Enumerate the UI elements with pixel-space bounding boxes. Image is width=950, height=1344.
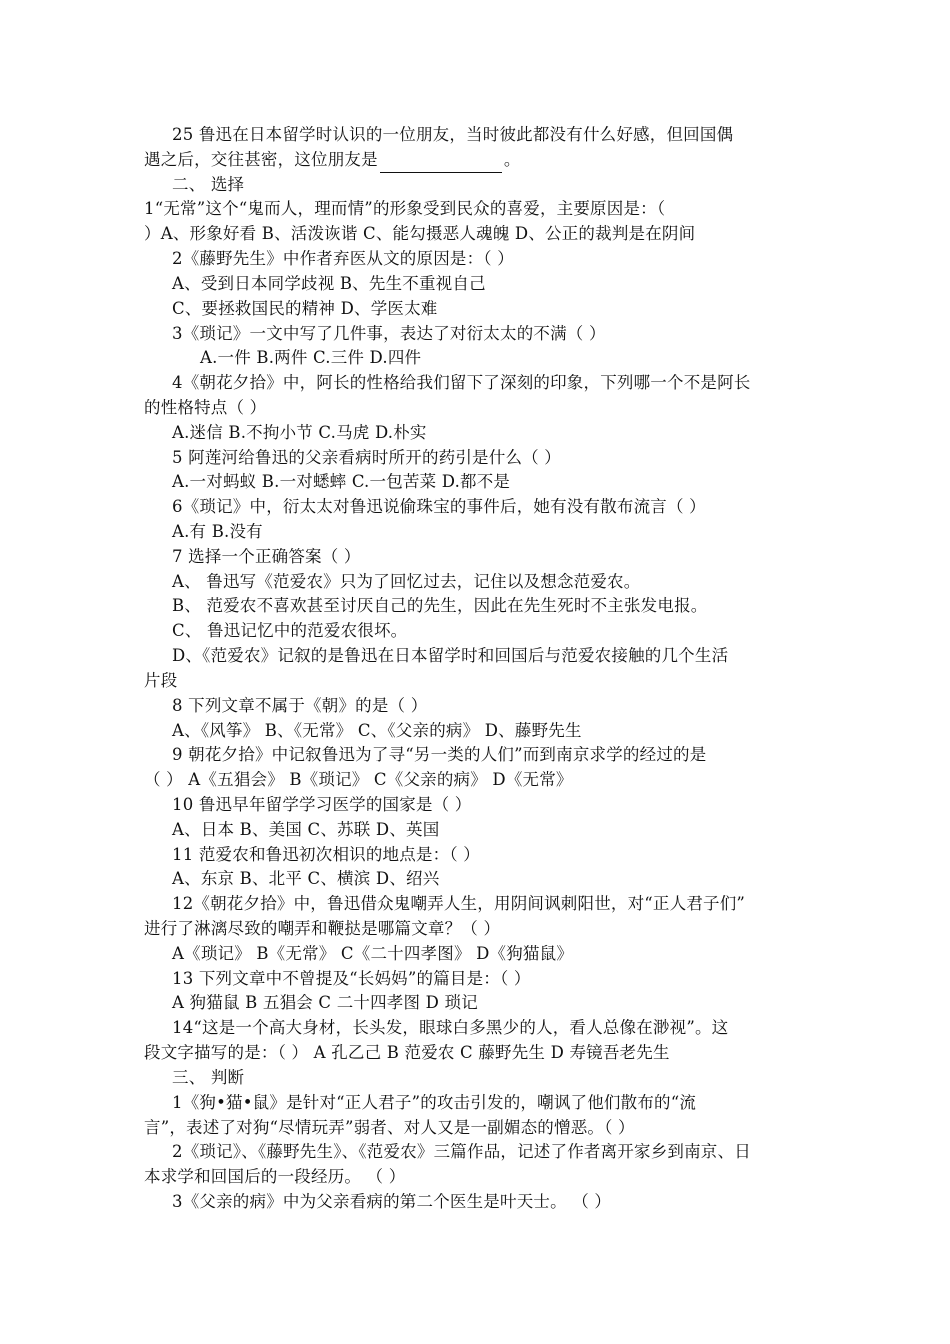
text-line [144,867,814,892]
line-text: 5 阿莲河给鲁迅的父亲看病时所开的药引是什么（ ） [172,447,561,467]
line-text: 1“无常”这个“鬼而人，理而情”的形象受到民众的喜爱，主要原因是：（ [144,199,666,219]
line-text: A、受到日本同学歧视 B、先生不重视自己 [172,273,486,293]
text-line [144,594,814,619]
text-line [144,1066,814,1091]
line-text: C、要拯救国民的精神 D、学医太难 [172,298,438,318]
line-text: A、日本 B、美国 C、苏联 D、英国 [172,819,440,839]
line-text: 3《琐记》一文中写了几件事，表达了对衍太太的不满（ ） [172,323,606,343]
line-text: A.一件 B.两件 C.三件 D.四件 [200,348,422,368]
text-line [144,768,814,793]
text-line [144,967,814,992]
text-line [144,123,814,148]
text-line [144,272,814,297]
text-line [144,520,814,545]
text-line [144,148,814,173]
line-text: 进行了淋漓尽致的嘲弄和鞭挞是哪篇文章？（ ） [144,919,501,938]
text-line [144,322,814,347]
line-text: 6《琐记》中，衍太太对鲁迅说偷珠宝的事件后，她有没有散布流言（ ） [172,497,706,517]
line-text: 10 鲁迅早年留学学习医学的国家是（ ） [172,794,472,814]
text-line [144,917,814,942]
text-line [144,421,814,446]
text-line [144,1140,814,1165]
line-text: 2《琐记》、《藤野先生》、《范爱农》三篇作品，记述了作者离开家乡到南京、日 [172,1142,751,1162]
line-text: 9 朝花夕拾》中记叙鲁迅为了寻“另一类的人们”而到南京求学的经过的是 [172,745,707,765]
line-text: A、东京 B、北平 C、横滨 D、绍兴 [172,869,440,889]
text-line [144,818,814,843]
text-line [144,173,814,198]
line-text: 三、 判断 [172,1067,245,1087]
text-line [144,470,814,495]
text-line [144,644,814,669]
text-line [144,619,814,644]
text-line [144,222,814,247]
line-text: 13 下列文章中不曾提及“长妈妈”的篇目是：（ ） [172,968,531,988]
text-line [144,991,814,1016]
line-text: 25 鲁迅在日本留学时认识的一位朋友，当时彼此都没有什么好感，但回国偶 [172,125,734,144]
line-text: A.有 B.没有 [172,522,263,541]
text-line [144,346,814,371]
line-text: B、 范爱农不喜欢甚至讨厌自己的先生，因此在先生死时不主张发电报。 [172,596,708,616]
line-text: 遇之后，交往甚密，这位朋友是 [144,149,378,169]
line-text: A 狗猫鼠 B 五猖会 C 二十四孝图 D 琐记 [172,993,478,1013]
answer-blank[interactable] [380,153,502,173]
line-text-after: 。 [503,149,521,169]
line-text: 言”，表述了对狗“尽情玩弄”弱者、对人又是一副媚态的憎恶。（ ） [144,1117,635,1137]
line-text: C、 鲁迅记忆中的范爱农很坏。 [172,621,408,641]
line-text: 12《朝花夕拾》中，鲁迅借众鬼嘲弄人生，用阴间讽刺阳世，对“正人君子们” [172,894,746,914]
line-text: A、 鲁迅写《范爱农》只为了回忆过去，记住以及想念范爱农。 [172,571,641,591]
line-text: （ ） A《五猖会》 B《琐记》 C《父亲的病》 D《无常》 [144,770,573,790]
line-text: 11 范爱农和鲁迅初次相识的地点是：（ ） [172,844,480,864]
text-line [144,669,814,694]
line-text: 14“这是一个高大身材，长头发，眼球白多黑少的人，看人总像在渺视”。这 [172,1018,729,1038]
line-text: A.一对蚂蚁 B.一对蟋蟀 C.一包苦菜 D.都不是 [172,472,511,492]
text-line [144,396,814,421]
line-text: 1《狗•猫•鼠》是针对“正人君子”的攻击引发的，嘲讽了他们散布的“流 [172,1092,697,1112]
text-line [144,446,814,471]
text-line [144,197,814,222]
text-line [144,743,814,768]
text-line [144,1091,814,1116]
text-line [144,297,814,322]
line-text: 片段 [144,670,178,690]
line-text: D、《范爱农》记叙的是鲁迅在日本留学时和回国后与范爱农接触的几个生活 [172,646,729,666]
line-text: 本求学和回国后的一段经历。 （ ） [144,1167,406,1187]
text-line [144,1041,814,1066]
line-text: 3《父亲的病》中为父亲看病的第二个医生是叶天士。 （ ） [172,1191,612,1211]
text-line [144,371,814,396]
line-text: 7 选择一个正确答案（ ） [172,546,361,566]
line-text: 的性格特点（ ） [144,397,267,417]
text-line [144,1165,814,1190]
line-text: A、《风筝》 B、《无常》 C、《父亲的病》 D、藤野先生 [172,720,582,740]
text-line [144,793,814,818]
text-line [144,694,814,719]
line-text: 8 下列文章不属于《朝》的是（ ） [172,695,428,715]
line-text: 2《藤野先生》中作者弃医从文的原因是：（ ） [172,249,514,269]
text-line [144,495,814,520]
document-body [144,123,814,1215]
line-text: 4《朝花夕拾》中，阿长的性格给我们留下了深刻的印象，下列哪一个不是阿长 [172,373,751,393]
text-line [144,570,814,595]
line-text: 段文字描写的是：（ ） A 孔乙己 B 范爱农 C 藤野先生 D 寿镜吾老先生 [144,1043,670,1063]
line-text: A《琐记》 B《无常》 C《二十四孝图》 D《狗猫鼠》 [172,943,574,963]
text-line [144,843,814,868]
text-line [144,942,814,967]
line-text: 二、 选择 [172,174,245,194]
text-line [144,719,814,744]
text-line [144,1016,814,1041]
text-line [144,247,814,272]
text-line [144,1116,814,1141]
text-line [144,1190,814,1215]
text-line [144,892,814,917]
text-line [144,545,814,570]
line-text: A.迷信 B.不拘小节 C.马虎 D.朴实 [172,422,427,442]
line-text: ）A、形象好看 B、活泼诙谐 C、能勾摄恶人魂魄 D、公正的裁判是在阴间 [144,224,696,244]
